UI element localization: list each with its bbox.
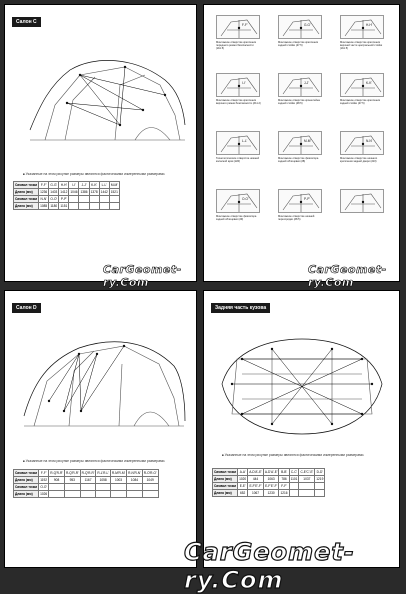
table-cell: G-G' [50, 183, 58, 187]
photo-sketch [217, 16, 261, 40]
page-rear-body [203, 290, 400, 568]
table-cell: N-N' [40, 197, 47, 201]
table-cell [79, 203, 89, 210]
table-cell [299, 483, 315, 490]
photo-sketch [279, 190, 323, 214]
table-row [14, 484, 159, 491]
table-cell [80, 491, 96, 498]
table-cell [64, 491, 80, 498]
table-cell: B-B' [279, 469, 289, 476]
table-cell: 1037 [299, 476, 315, 483]
table-row-header: Длина (мм) [14, 203, 39, 210]
table-cell [127, 484, 143, 491]
photo-frame [216, 73, 260, 97]
table-cell: D-D' [316, 470, 323, 474]
photo-sketch [341, 74, 385, 98]
table-cell: 1167 [80, 477, 96, 484]
table-cell: O-O' [40, 485, 47, 489]
table-cell [96, 491, 111, 498]
car-side-diagram [25, 45, 190, 160]
table-cell [315, 483, 325, 490]
table-cell [80, 484, 96, 491]
table-cell: A-A' [238, 469, 248, 476]
table-cell: 1049 [142, 477, 158, 484]
page-salon-c [4, 4, 197, 289]
photo-sketch [279, 74, 323, 98]
photo-frame [278, 15, 322, 39]
photo-frame [340, 189, 384, 213]
table-row [213, 483, 325, 490]
table-cell [96, 484, 111, 491]
photo-caption: Монтажное отверстие нижнего крепления задней двери (d10) [340, 157, 378, 163]
photo-sketch [217, 190, 261, 214]
table-cell: A-D'A'-E' [264, 470, 278, 474]
photo-frame [340, 15, 384, 39]
table-cell [127, 491, 143, 498]
bottom-watermark: CarGeomet-ry.Com [184, 538, 355, 594]
photo-caption: Монтажное отверстие кронштейна задней стойки (d8.5) [278, 99, 320, 105]
photo-frame [340, 73, 384, 97]
table-cell: R-O'R-O' [143, 471, 157, 475]
table-cell [289, 490, 299, 497]
table-cell: R-L'R-L' [97, 471, 109, 475]
table-row [213, 469, 325, 476]
table-row [14, 182, 120, 189]
point-label: J-J' [304, 81, 309, 85]
table-cell [289, 483, 299, 490]
table-cell: 1230 [263, 490, 279, 497]
point-label: N-N' [366, 139, 373, 143]
table-cell: K-K' [89, 182, 99, 189]
table-cell: 1378 [90, 190, 98, 194]
page-detail-photos [203, 4, 400, 289]
table-cell [89, 203, 99, 210]
point-label: H-H' [366, 23, 373, 27]
photo-sketch [279, 132, 323, 156]
table-cell: M-M' [110, 183, 118, 187]
photo-sketch [341, 132, 385, 156]
table-cell: 1003 [110, 477, 126, 484]
rear-body-diagram [212, 329, 392, 444]
table-row-header: Длина (мм) [14, 189, 39, 196]
table-cell [69, 203, 79, 210]
measurement-note: ■ Указанные на этом рисунке размеры являются фактическими измеренными размерами. [23, 459, 165, 463]
table-cell [99, 196, 109, 203]
photo-frame [216, 189, 260, 213]
photo-sketch [217, 132, 261, 156]
point-label: L-L' [242, 139, 248, 143]
photo-frame [340, 131, 384, 155]
table-row-header: Символ точки [214, 484, 237, 488]
table-cell: F-F' [39, 182, 49, 189]
table-row-header: Длина (мм) [14, 491, 39, 498]
table-row [14, 203, 120, 210]
table-row-header: Символ точки [214, 470, 237, 474]
table-cell: 444 [248, 476, 264, 483]
measurement-note: ■ Указанные на этом рисунке размеры являются фактическими измеренными размерами. [222, 453, 364, 457]
table-cell: C-E'C'-E' [300, 470, 314, 474]
table-cell: 1386 [80, 190, 88, 194]
table-row-header: Длина (мм) [14, 477, 39, 484]
table-cell: 1412 [60, 190, 68, 194]
table-cell: F-F' [279, 483, 289, 490]
table-cell: H-H' [60, 183, 67, 187]
table-row-header: Символ точки [15, 197, 38, 201]
table-cell: A-D'A'-E' [249, 470, 262, 474]
table-cell: R-Q'R-R' [81, 471, 95, 475]
table-cell: R-N'R-N' [128, 471, 141, 475]
page-title: Салон D [12, 303, 41, 313]
table-cell: 1046 [70, 190, 78, 194]
table-row [14, 196, 120, 203]
table-cell: E-F'E'-F' [249, 484, 262, 488]
table-cell [89, 196, 99, 203]
table-cell [142, 484, 158, 491]
photo-caption: Технологическое отверстие нижней колесной арки (d20) [216, 157, 260, 163]
table-cell: 908 [49, 477, 65, 484]
watermark: CarGeomet-ry.Com [103, 263, 182, 289]
dimension-table [13, 181, 120, 210]
table-cell: C-C' [290, 470, 298, 474]
table-cell: 1219 [316, 477, 324, 481]
photo-caption: Монтажное отверстие нижней перегородки (d8.5) [278, 215, 315, 221]
table-row-header: Символ точки [15, 471, 38, 475]
table-row-header: Длина (мм) [213, 490, 238, 497]
table-cell [315, 490, 325, 497]
photo-sketch [341, 190, 385, 214]
dimension-table [212, 468, 325, 497]
table-cell: 953 [64, 477, 80, 484]
photo-caption: Монтажное отверстие крепления задней стойки (d7.5) [340, 99, 381, 105]
table-cell: 1442 [100, 190, 108, 194]
table-cell [49, 484, 65, 491]
photo-caption: Монтажное отверстие фиксатора задней облицовки (d8) [278, 157, 319, 163]
table-cell [109, 203, 119, 210]
table-cell: E-E' [238, 483, 248, 490]
table-row [213, 490, 325, 497]
photo-caption: Монтажное отверстие крепления переднего ремня безопасности (d11.5) [216, 41, 257, 50]
table-cell: L-L' [99, 182, 109, 189]
table-cell: 1403 [50, 190, 58, 194]
table-row [14, 189, 120, 196]
page-salon-d [4, 290, 197, 568]
page-title: Задняя часть кузова [211, 303, 270, 313]
table-row-header: Длина (мм) [213, 476, 238, 483]
table-cell: 1521 [110, 190, 118, 194]
table-cell [142, 491, 158, 498]
table-cell: 1192 [40, 478, 48, 482]
point-label: F-F' [242, 23, 248, 27]
photo-frame [278, 73, 322, 97]
table-row-header: Символ точки [15, 485, 38, 489]
photo-sketch [279, 16, 323, 40]
dimension-table [13, 469, 159, 498]
table-cell: I-I' [69, 182, 79, 189]
table-cell: 1020 [239, 477, 247, 481]
table-row [14, 470, 159, 477]
point-label: I-I' [242, 81, 246, 85]
point-label: O-O' [242, 197, 249, 201]
photo-caption: Монтажное отверстие фиксатора задней облицовки (d9) [216, 215, 257, 221]
table-cell: 1101 [290, 477, 298, 481]
page-title: Салон C [12, 17, 41, 27]
point-label: G-G' [304, 23, 311, 27]
table-cell [110, 491, 126, 498]
table-cell: O-O' [50, 197, 58, 201]
table-cell [64, 484, 80, 491]
table-cell: 1180 [50, 204, 58, 208]
photo-sketch [341, 16, 385, 40]
table-cell: J-J' [79, 182, 89, 189]
point-label: M-M' [304, 139, 311, 143]
car-side-diagram [19, 326, 189, 441]
watermark: CarGeomet-ry.Com [308, 263, 387, 289]
photo-frame [216, 131, 260, 155]
photo-frame [278, 189, 322, 213]
table-cell: 1067 [248, 490, 264, 497]
table-cell: 1058 [96, 477, 111, 484]
table-cell [69, 196, 79, 203]
table-cell: 1026 [40, 492, 48, 496]
photo-caption: Монтажное отверстие крепления верхней части центральной стойки (d11.5) [340, 41, 383, 50]
table-cell: 1085 [40, 204, 48, 208]
table-cell: R-M'R-M' [111, 471, 126, 475]
table-cell: 1216 [280, 491, 288, 495]
table-row [14, 477, 159, 484]
table-cell [79, 196, 89, 203]
table-cell [110, 484, 126, 491]
table-cell [109, 196, 119, 203]
photo-frame [278, 131, 322, 155]
table-row-header: Символ точки [15, 183, 38, 187]
table-row [14, 491, 159, 498]
photo-caption: Монтажное отверстие крепления задней стойки (d7.5) [278, 41, 319, 47]
point-label: P-P' [304, 197, 310, 201]
table-cell: F-F' [39, 470, 49, 477]
table-cell: 1151 [60, 204, 68, 208]
table-row [213, 476, 325, 483]
table-cell: R-Q'R-R' [50, 471, 63, 475]
point-label: K-K' [366, 81, 372, 85]
photo-frame [216, 15, 260, 39]
table-cell: E-F'E'-F' [265, 484, 278, 488]
table-cell: P-P' [59, 196, 69, 203]
measurement-note: ■ Указанные на этом рисунке размеры являются фактическими измеренными размерами. [23, 172, 165, 176]
table-cell: 1084 [127, 477, 143, 484]
photo-caption: Монтажное отверстие крепления верхнего ремня безопасности (d11.2) [216, 99, 261, 105]
table-cell [99, 203, 109, 210]
photo-sketch [217, 74, 261, 98]
table-cell [299, 490, 315, 497]
table-cell [49, 491, 65, 498]
table-cell: 786 [279, 476, 289, 483]
table-cell: R-Q'R-R' [65, 471, 79, 475]
table-cell: 1063 [263, 476, 279, 483]
table-cell: 1236 [40, 190, 48, 194]
table-cell: 652 [238, 490, 248, 497]
